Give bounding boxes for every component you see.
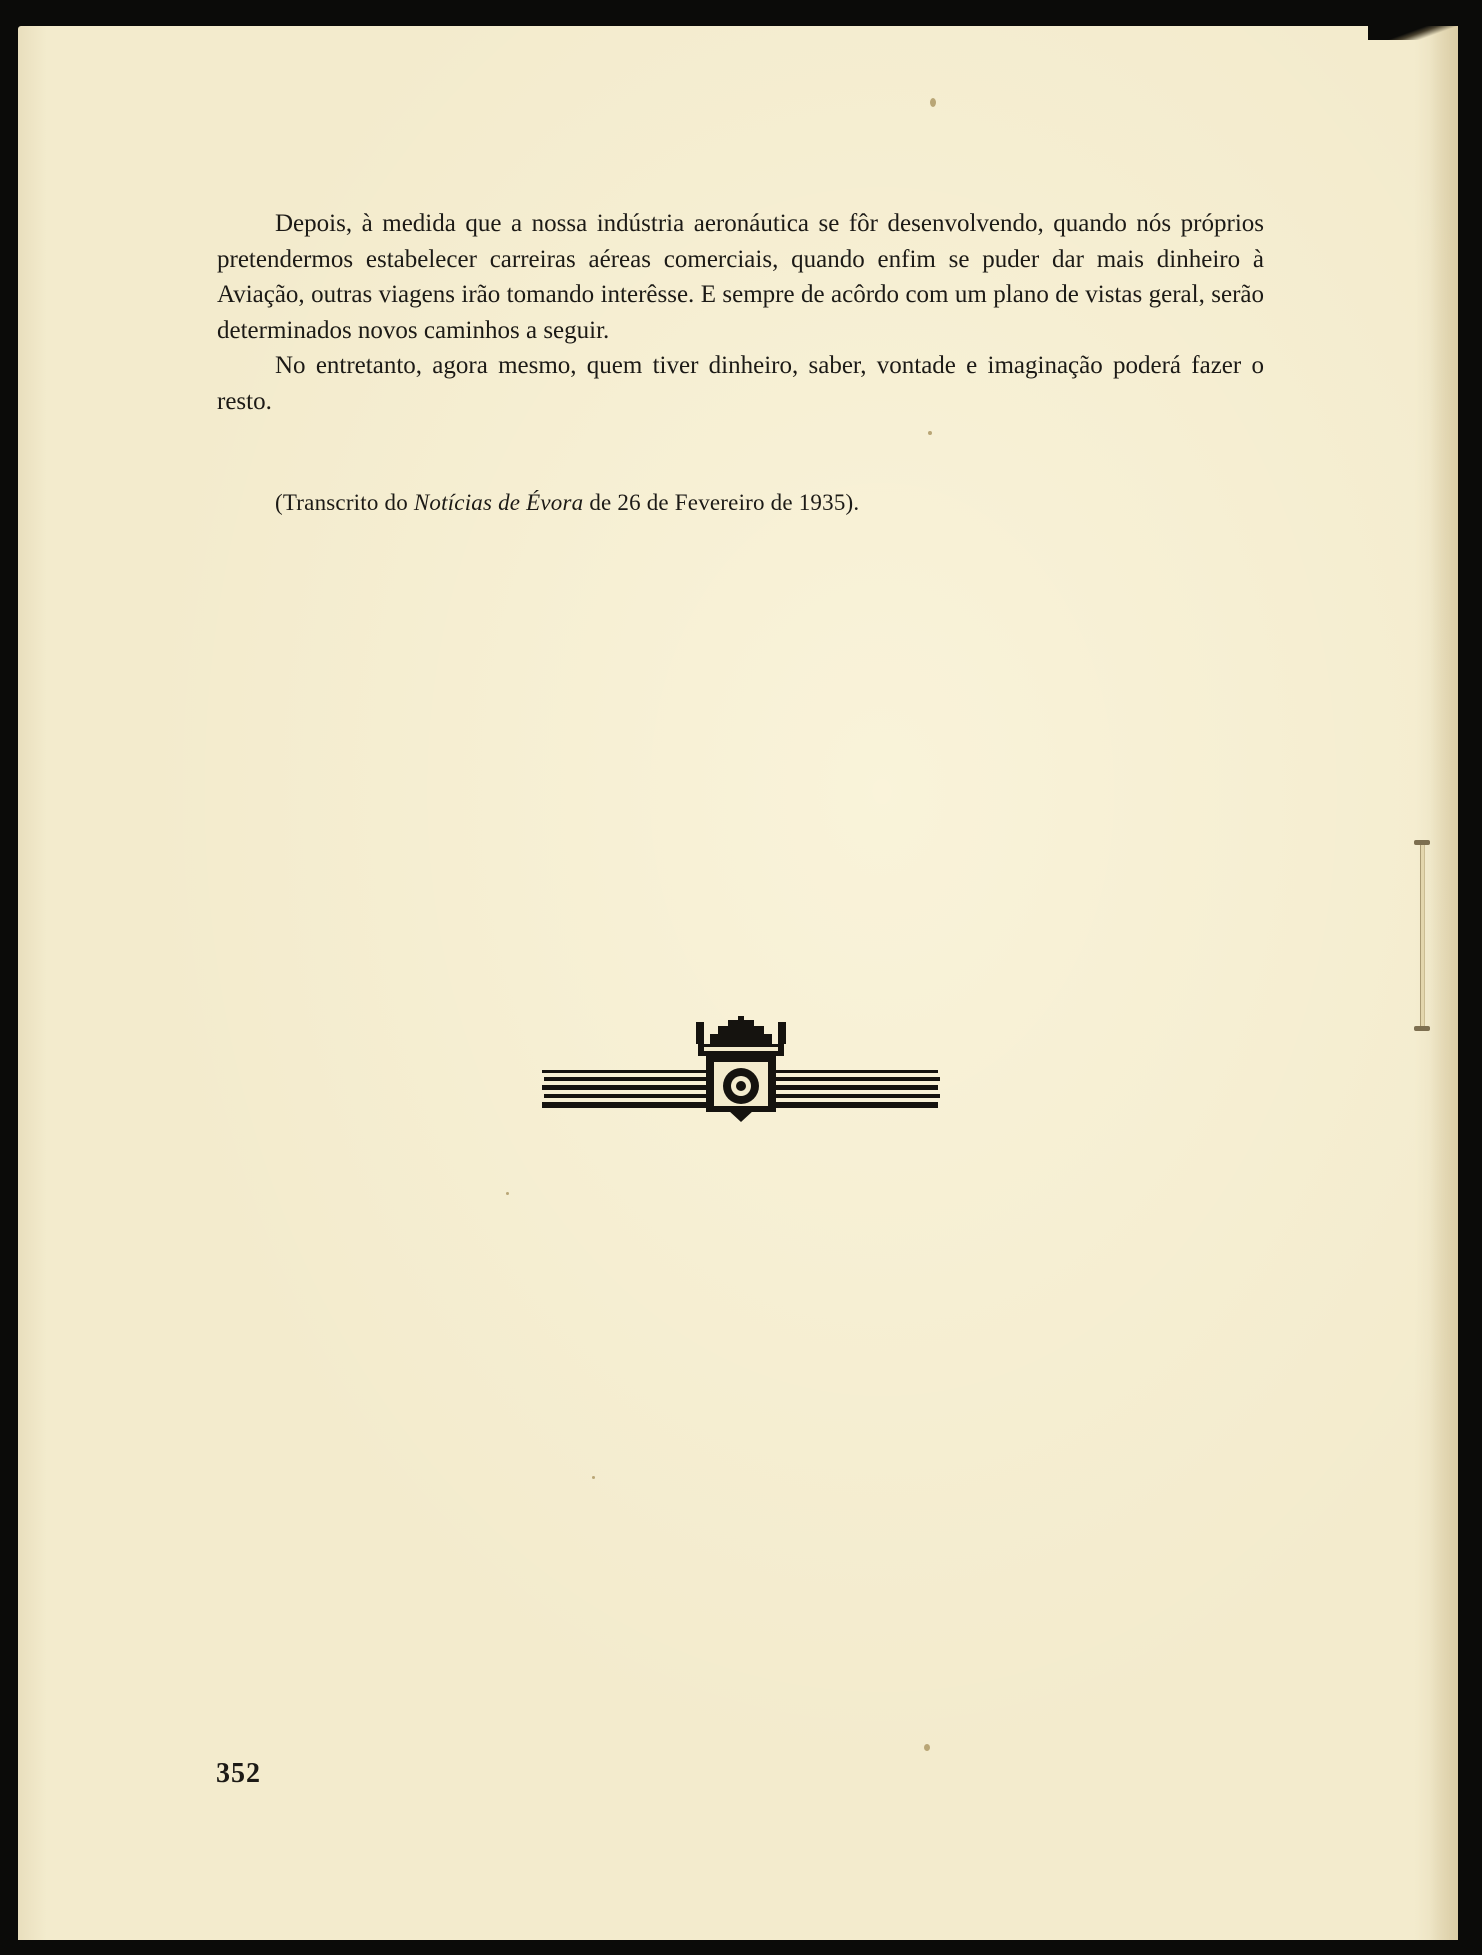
paper-sheet — [18, 26, 1458, 1940]
article-body — [217, 206, 1264, 419]
source-citation — [275, 490, 859, 516]
citation-suffix: de 26 de Fevereiro de 1935). — [583, 490, 860, 515]
publication-title: Notícias de Évora — [413, 490, 584, 515]
binding-thread — [1420, 844, 1425, 1028]
binding-knot-bottom — [1414, 1026, 1430, 1031]
paper-speck — [930, 98, 936, 107]
paper-speck — [928, 431, 932, 435]
paper-speck — [924, 1744, 930, 1751]
paragraph-2: No entretanto, agora mesmo, quem tiver dinheiro, saber, vontade e imaginação poderá fazer o resto. — [217, 352, 1264, 415]
paper-speck — [506, 1192, 509, 1195]
torn-corner — [1368, 26, 1458, 40]
page-number: 352 — [216, 1758, 261, 1789]
paper-speck — [592, 1476, 595, 1479]
winged-emblem-icon — [542, 1016, 942, 1130]
emblem-ink — [542, 1016, 940, 1122]
binding-shadow — [1430, 26, 1458, 1940]
paragraph-1: Depois, à medida que a nossa indústria aeronáutica se fôr desenvolvendo, quando nós próprios pretendermos estabelecer carreiras aéreas comerciais, quando enfim se puder dar mais dinheiro à Aviação, outras viagens irão tomando interêsse. E sempre de acôrdo com um plano de vistas geral, serão determinados novos caminhos a seguir. — [217, 210, 1264, 344]
citation-prefix: (Transcrito do — [275, 490, 414, 515]
binding-knot-top — [1414, 840, 1430, 845]
